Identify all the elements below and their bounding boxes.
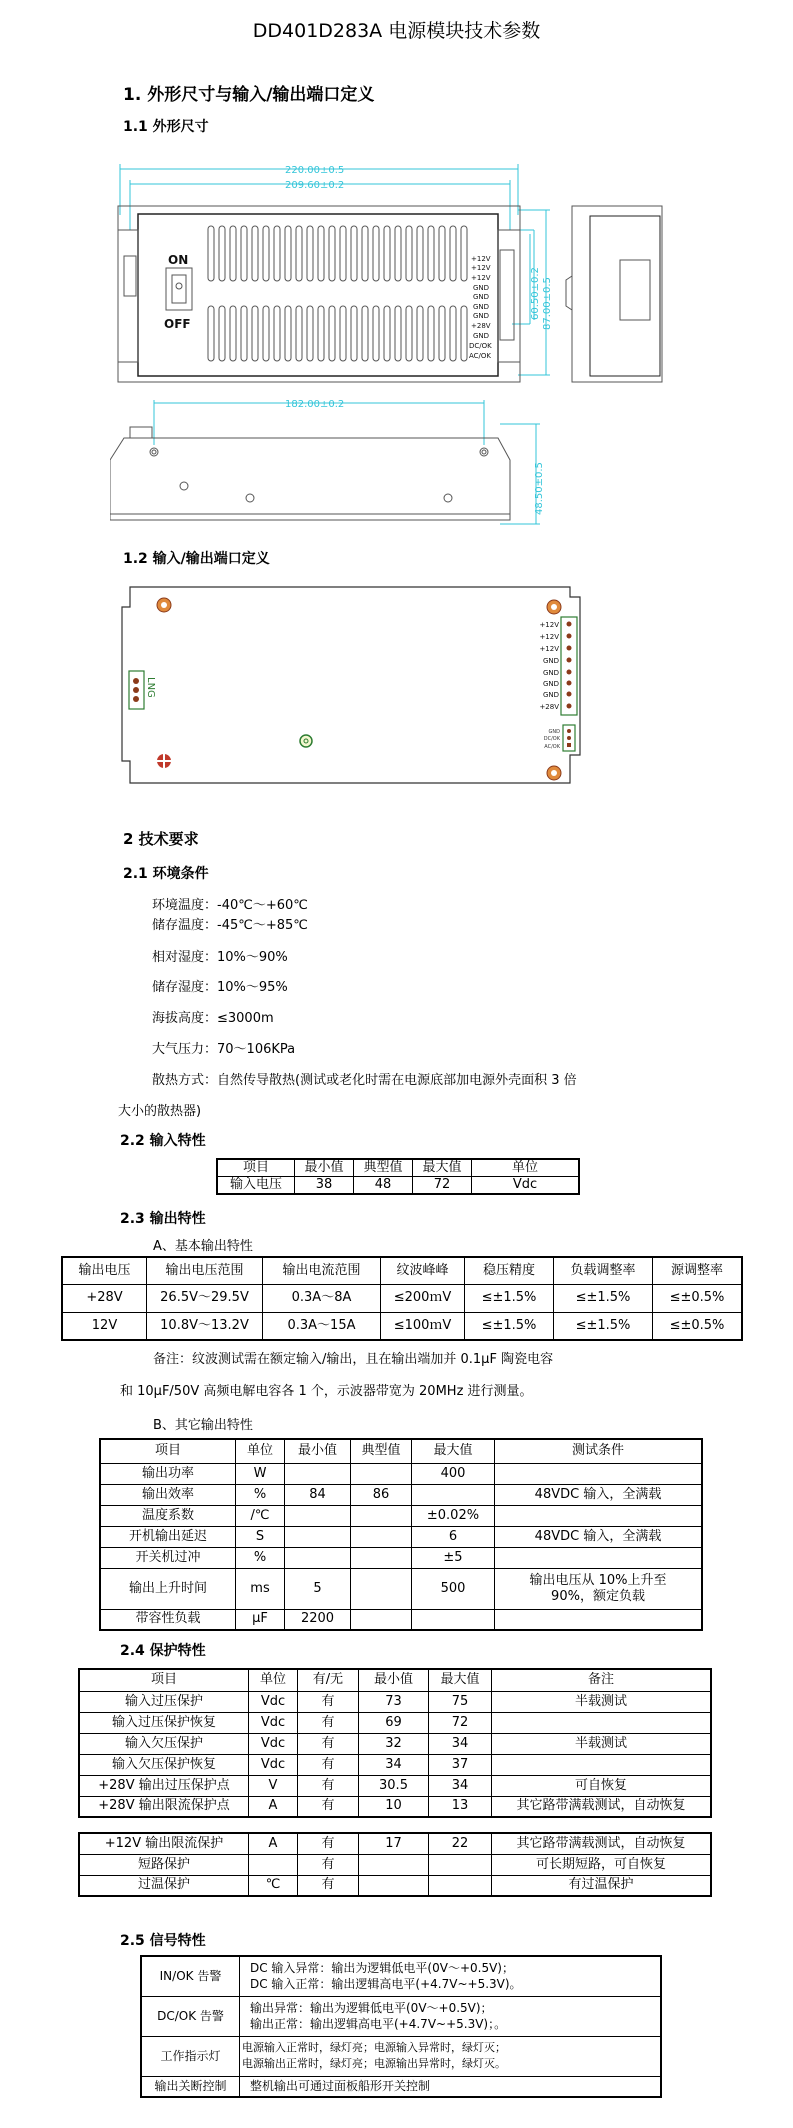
table-cell <box>351 1463 412 1484</box>
terminal-labels <box>469 255 492 360</box>
table-header: 最大值 <box>429 1669 492 1691</box>
table-cell: % <box>236 1484 285 1505</box>
table-cell: 48 <box>354 1177 413 1195</box>
table-cell: 72 <box>429 1712 492 1733</box>
table-cell: 可长期短路，可自恢复 <box>492 1854 712 1875</box>
table-header: 负载调整率 <box>554 1257 653 1284</box>
table-cell <box>492 1712 712 1733</box>
output-pin-label: GND <box>542 691 559 699</box>
subsection-b-label: B、其它输出特性 <box>153 1418 253 1433</box>
table-row <box>100 1568 702 1609</box>
table-row <box>79 1854 711 1875</box>
table-cell: S <box>236 1526 285 1547</box>
signal-desc-line: 电源输入正常时，绿灯亮；电源输入异常时，绿灯灭； <box>242 2041 506 2054</box>
table-header: 单位 <box>249 1669 298 1691</box>
terminal-label: DC/OK <box>469 342 492 350</box>
output-pin-label: +12V <box>539 633 559 641</box>
table-row <box>141 1996 661 2036</box>
signal-desc-line: DC 输入异常：输出为逻辑低电平(0V～+0.5V)； <box>250 1961 514 1976</box>
table-cell: /℃ <box>236 1505 285 1526</box>
table-header: 最小值 <box>359 1669 429 1691</box>
table-cell: 0.3A～15A <box>263 1312 381 1340</box>
table-header: 有/无 <box>298 1669 359 1691</box>
table-cell: 86 <box>351 1484 412 1505</box>
table-header: 最大值 <box>412 1439 495 1463</box>
table-row <box>100 1463 702 1484</box>
env-line: 大气压力：70～106KPa <box>152 1042 296 1057</box>
table-header: 项目 <box>79 1669 249 1691</box>
table-cell: Vdc <box>249 1712 298 1733</box>
table-cell <box>351 1568 412 1609</box>
table-cell: +28V 输出限流保护点 <box>79 1796 249 1817</box>
dimension-drawing <box>110 160 670 540</box>
env-line: 大小的散热器) <box>118 1104 202 1119</box>
table-cell: 有 <box>298 1854 359 1875</box>
table-row <box>100 1484 702 1505</box>
table-cell: A <box>249 1796 298 1817</box>
table-cell <box>412 1609 495 1630</box>
signal-desc-line: 输出正常：输出逻辑高电平(+4.7V~+5.3V)；。 <box>250 2017 507 2031</box>
table-row <box>100 1505 702 1526</box>
table-header: 输出电压 <box>62 1257 147 1284</box>
table-cell: 带容性负载 <box>100 1609 236 1630</box>
table-cell: 84 <box>285 1484 351 1505</box>
table-cell: 30.5 <box>359 1775 429 1796</box>
table-header: 最小值 <box>295 1159 354 1177</box>
table-cell: ≤±1.5% <box>465 1284 554 1312</box>
terminal-label: AC/OK <box>469 352 492 360</box>
table-row <box>79 1875 711 1896</box>
table-row <box>141 2076 661 2097</box>
table-cell: 输出功率 <box>100 1463 236 1484</box>
table-cell: 输出上升时间 <box>100 1568 236 1609</box>
signal-desc-line: 整机输出可通过面板船形开关控制 <box>250 2079 431 2094</box>
terminal-label: +12V <box>471 274 491 282</box>
terminal-label: +12V <box>471 264 491 272</box>
output-pin-label: GND <box>542 680 559 688</box>
input-label: LNG <box>145 677 156 698</box>
table-cell: 其它路带满载测试，自动恢复 <box>492 1833 712 1854</box>
output-pin-label: GND <box>542 657 559 665</box>
document-title: DD401D283A 电源模块技术参数 <box>252 20 541 42</box>
table-cell: 输出效率 <box>100 1484 236 1505</box>
table-header: 最大值 <box>413 1159 472 1177</box>
table-cell: 48VDC 输入，全满载 <box>495 1526 703 1547</box>
table-cell <box>249 1854 298 1875</box>
table-cell: 69 <box>359 1712 429 1733</box>
switch-on-label: ON <box>168 253 189 267</box>
terminal-label: GND <box>473 293 490 301</box>
table-cell: 38 <box>295 1177 354 1195</box>
front-view <box>118 206 520 382</box>
side-view <box>566 206 662 382</box>
table-cell: A <box>249 1833 298 1854</box>
protection-table-2 <box>78 1832 712 1897</box>
input-table <box>216 1158 580 1195</box>
table-row <box>100 1526 702 1547</box>
table-cell: W <box>236 1463 285 1484</box>
output-pin-label: GND <box>542 669 559 677</box>
table-cell <box>495 1547 703 1568</box>
table-header: 稳压精度 <box>465 1257 554 1284</box>
table-cell <box>285 1505 351 1526</box>
table-cell <box>495 1609 703 1630</box>
dim-hole-height: 60.50±0.2 <box>530 267 541 320</box>
table-cell: 半载测试 <box>492 1691 712 1712</box>
table-cell: 34 <box>429 1733 492 1754</box>
table-header: 输出电流范围 <box>263 1257 381 1284</box>
env-line: 海拔高度：≤3000m <box>152 1011 274 1026</box>
section-2-5-heading: 2.5 信号特性 <box>120 1933 206 1949</box>
section-2-heading: 2 技术要求 <box>123 830 199 848</box>
terminal-label: +12V <box>471 255 491 263</box>
table-row <box>100 1547 702 1568</box>
signal-pin-label: DC/OK <box>543 736 560 742</box>
table-cell: 72 <box>413 1177 472 1195</box>
pcb-outline <box>122 587 580 783</box>
input-connector <box>129 671 156 709</box>
table-header: 项目 <box>100 1439 236 1463</box>
table-cell: 有过温保护 <box>492 1875 712 1896</box>
table-cell: 有 <box>298 1733 359 1754</box>
table-cell: 34 <box>429 1775 492 1796</box>
table-header: 备注 <box>492 1669 712 1691</box>
table-cell: 输入过压保护 <box>79 1691 249 1712</box>
terminal-label: GND <box>473 284 490 292</box>
table-cell: 10 <box>359 1796 429 1817</box>
table-cell: 半载测试 <box>492 1733 712 1754</box>
table-cell: 5 <box>285 1568 351 1609</box>
table-cell: 有 <box>298 1691 359 1712</box>
table-cell: 32 <box>359 1733 429 1754</box>
table-cell: 可自恢复 <box>492 1775 712 1796</box>
signal-pin-label: GND <box>548 729 560 735</box>
table-cell: Vdc <box>249 1733 298 1754</box>
table-cell: 26.5V～29.5V <box>147 1284 263 1312</box>
table-row <box>217 1177 579 1195</box>
table-row <box>79 1712 711 1733</box>
table-header: 单位 <box>236 1439 285 1463</box>
table-cell <box>351 1609 412 1630</box>
table-header: 源调整率 <box>653 1257 743 1284</box>
table-cell: Vdc <box>249 1754 298 1775</box>
table-cell: 短路保护 <box>79 1854 249 1875</box>
table-cell: 开关机过冲 <box>100 1547 236 1568</box>
table-cell: 34 <box>359 1754 429 1775</box>
section-2-1-heading: 2.1 环境条件 <box>123 866 209 882</box>
section-1-1-heading: 1.1 外形尺寸 <box>123 119 209 135</box>
table-row <box>79 1775 711 1796</box>
output-pin-label: +12V <box>539 645 559 653</box>
table-row <box>79 1754 711 1775</box>
table-cell: 输入电压 <box>217 1177 295 1195</box>
table-cell: ≤±1.5% <box>554 1312 653 1340</box>
table-header: 最小值 <box>285 1439 351 1463</box>
terminal-label: GND <box>473 332 490 340</box>
table-header-row <box>79 1669 711 1691</box>
dim-total-width: 220.00±0.5 <box>285 165 345 176</box>
dim-total-height: 87.00±0.5 <box>542 277 553 330</box>
table-cell: ≤±1.5% <box>465 1312 554 1340</box>
table-cell: 17 <box>359 1833 429 1854</box>
table-cell <box>359 1854 429 1875</box>
table-cell: 400 <box>412 1463 495 1484</box>
table-cell: 73 <box>359 1691 429 1712</box>
terminal-label: GND <box>473 312 490 320</box>
section-1-heading: 1. 外形尺寸与输入/输出端口定义 <box>123 85 375 105</box>
signal-table <box>140 1955 662 2098</box>
dim-depth: 48.50±0.5 <box>534 462 545 515</box>
subsection-a-label: A、基本输出特性 <box>153 1239 253 1254</box>
other-output-table <box>99 1438 703 1631</box>
table-cell: Vdc <box>472 1177 580 1195</box>
dim-side-holes: 182.00±0.2 <box>285 399 345 410</box>
table-cell: IN/OK 告警 <box>141 1956 240 1996</box>
env-line: 相对湿度：10%～90% <box>152 950 288 965</box>
top-view <box>110 427 510 520</box>
table-row <box>141 1956 661 1996</box>
table-cell: 48VDC 输入，全满载 <box>495 1484 703 1505</box>
table-row <box>79 1691 711 1712</box>
table-cell: 有 <box>298 1833 359 1854</box>
table-cell <box>285 1463 351 1484</box>
output-pin-label: +12V <box>539 621 559 629</box>
table-cell: 输出关断控制 <box>141 2076 240 2097</box>
table-cell <box>351 1526 412 1547</box>
table-cell: 2200 <box>285 1609 351 1630</box>
table-cell <box>429 1854 492 1875</box>
table-cell: μF <box>236 1609 285 1630</box>
table-row <box>100 1609 702 1630</box>
table-row <box>62 1312 742 1340</box>
table-cell: 有 <box>298 1775 359 1796</box>
table-cell: 输入过压保护恢复 <box>79 1712 249 1733</box>
table-cell: 其它路带满载测试，自动恢复 <box>492 1796 712 1817</box>
section-2-4-heading: 2.4 保护特性 <box>120 1643 206 1659</box>
table-header: 典型值 <box>354 1159 413 1177</box>
table-cell: ≤200ｍV <box>381 1284 465 1312</box>
signal-pin-label: AC/OK <box>544 744 560 750</box>
table-cell <box>492 1754 712 1775</box>
table-cell: 有 <box>298 1712 359 1733</box>
table-cell: 37 <box>429 1754 492 1775</box>
table-cell: ≤±1.5% <box>554 1284 653 1312</box>
table-cell: ms <box>236 1568 285 1609</box>
table-cell: V <box>249 1775 298 1796</box>
table-row <box>79 1733 711 1754</box>
table-cell: 输出电压从 10%上升至 90%，额定负载 <box>495 1568 703 1609</box>
dim-hole-width: 209.60±0.2 <box>285 180 345 191</box>
table-cell: 温度系数 <box>100 1505 236 1526</box>
table-header: 测试条件 <box>495 1439 703 1463</box>
env-line: 散热方式：自然传导散热(测试或老化时需在电源底部加电源外壳面积 3 倍 <box>152 1073 577 1088</box>
ripple-note-line-2: 和 10μF/50V 高频电解电容各 1 个，示波器带宽为 20MHz 进行测量。 <box>120 1384 533 1399</box>
table-cell: 有 <box>298 1875 359 1896</box>
table-header: 典型值 <box>351 1439 412 1463</box>
table-header: 纹波峰峰 <box>381 1257 465 1284</box>
table-cell: 有 <box>298 1754 359 1775</box>
table-cell: 13 <box>429 1796 492 1817</box>
table-cell <box>285 1547 351 1568</box>
table-cell: ±5 <box>412 1547 495 1568</box>
terminal-label: +28V <box>471 322 491 330</box>
table-header-row <box>100 1439 702 1463</box>
output-connector <box>539 617 577 715</box>
table-row <box>79 1796 711 1817</box>
table-cell <box>285 1526 351 1547</box>
table-row <box>79 1833 711 1854</box>
table-cell: 工作指示灯 <box>141 2036 240 2076</box>
protection-table-1 <box>78 1668 712 1818</box>
table-header-row <box>217 1159 579 1177</box>
ripple-note-line-1: 备注：纹波测试需在额定输入/输出，且在输出端加并 0.1μF 陶瓷电容 <box>153 1352 554 1367</box>
table-header-row <box>62 1257 742 1284</box>
table-cell: 开机输出延迟 <box>100 1526 236 1547</box>
terminal-label: GND <box>473 303 490 311</box>
table-header: 项目 <box>217 1159 295 1177</box>
table-cell: ±0.02% <box>412 1505 495 1526</box>
env-line: 环境温度：-40℃～+60℃ <box>152 898 308 913</box>
signal-connector <box>544 725 575 751</box>
section-2-2-heading: 2.2 输入特性 <box>120 1133 206 1149</box>
table-cell: 输入欠压保护恢复 <box>79 1754 249 1775</box>
table-cell: Vdc <box>249 1691 298 1712</box>
table-cell <box>359 1875 429 1896</box>
env-line: 储存温度：-45℃～+85℃ <box>152 918 308 933</box>
basic-output-table <box>61 1256 743 1341</box>
table-cell: 22 <box>429 1833 492 1854</box>
table-cell <box>351 1505 412 1526</box>
table-row <box>62 1284 742 1312</box>
table-cell <box>412 1484 495 1505</box>
table-cell: +12V 输出限流保护 <box>79 1833 249 1854</box>
table-cell: 过温保护 <box>79 1875 249 1896</box>
table-cell: DC/OK 告警 <box>141 1996 240 2036</box>
table-cell <box>495 1505 703 1526</box>
table-row <box>141 2036 661 2076</box>
mounting-hole-icons <box>157 598 561 780</box>
table-cell: 12V <box>62 1312 147 1340</box>
table-cell: ≤±0.5% <box>653 1312 743 1340</box>
table-cell <box>495 1463 703 1484</box>
table-cell: 500 <box>412 1568 495 1609</box>
table-cell <box>429 1875 492 1896</box>
section-2-3-heading: 2.3 输出特性 <box>120 1211 206 1227</box>
table-cell: 0.3A～8A <box>263 1284 381 1312</box>
table-cell: ≤±0.5% <box>653 1284 743 1312</box>
table-header: 单位 <box>472 1159 580 1177</box>
table-cell: +28V <box>62 1284 147 1312</box>
vent-slots <box>208 226 467 361</box>
signal-desc-line: DC 输入正常：输出逻辑高电平(+4.7V~+5.3V)。 <box>250 1977 522 1992</box>
table-cell: 输入欠压保护 <box>79 1733 249 1754</box>
table-cell <box>351 1547 412 1568</box>
table-cell: 有 <box>298 1796 359 1817</box>
env-line: 储存湿度：10%～95% <box>152 980 288 995</box>
table-cell: +28V 输出过压保护点 <box>79 1775 249 1796</box>
table-cell: 6 <box>412 1526 495 1547</box>
table-cell: 75 <box>429 1691 492 1712</box>
pcb-port-diagram <box>120 585 650 795</box>
table-cell: ℃ <box>249 1875 298 1896</box>
table-cell: % <box>236 1547 285 1568</box>
section-1-2-heading: 1.2 输入/输出端口定义 <box>123 551 270 567</box>
output-pin-label: +28V <box>539 703 559 711</box>
table-header: 输出电压范围 <box>147 1257 263 1284</box>
switch-off-label: OFF <box>164 317 191 331</box>
signal-desc-line: 电源输出正常时，绿灯亮；电源输出异常时，绿灯灭。 <box>242 2057 506 2070</box>
signal-desc-line: 输出异常：输出为逻辑低电平(0V～+0.5V)； <box>250 2001 493 2015</box>
table-cell: ≤100ｍV <box>381 1312 465 1340</box>
table-cell: 10.8V～13.2V <box>147 1312 263 1340</box>
